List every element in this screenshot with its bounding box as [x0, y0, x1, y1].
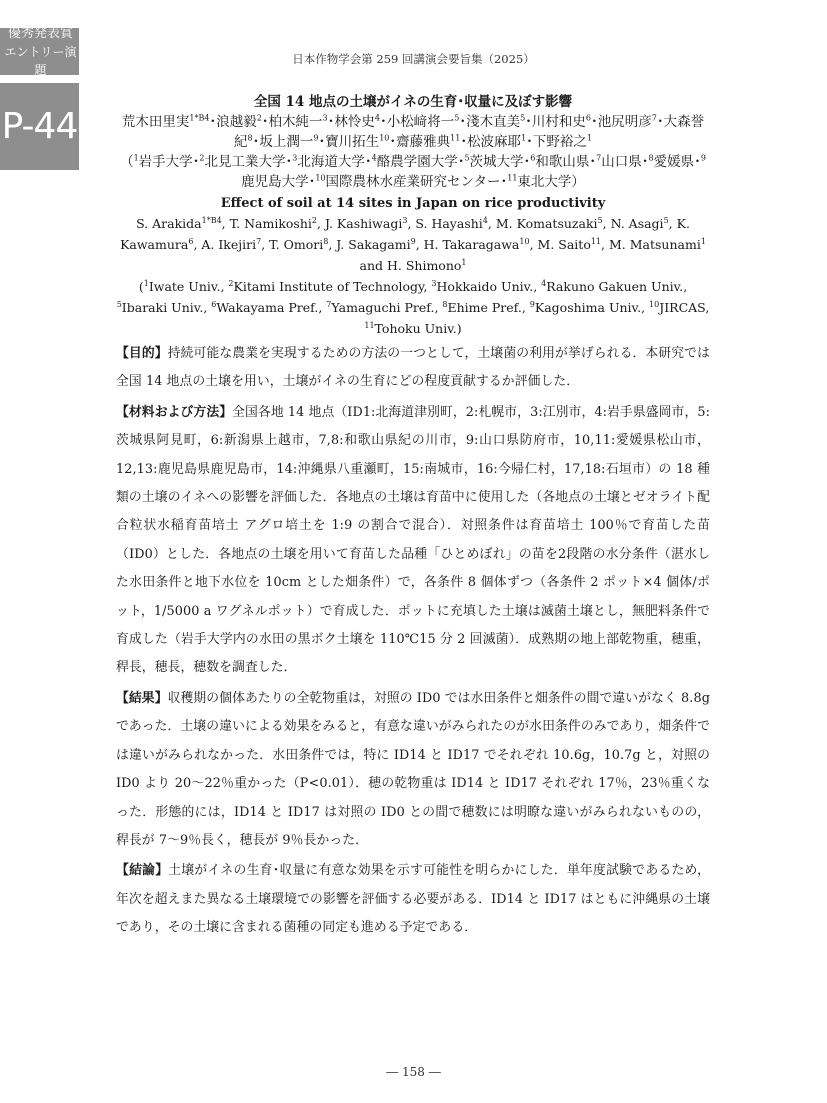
author-ja-superscript: 9	[313, 133, 319, 143]
section-results	[116, 685, 710, 855]
affiliation-en-name: Tohoku Univ.	[374, 321, 457, 336]
abstract	[116, 93, 710, 943]
author-ja-name: 坂上潤一	[259, 134, 314, 150]
affiliation-en	[442, 300, 521, 315]
author-en-name: S. Hayashi	[415, 216, 483, 231]
author-ja-superscript: 5	[454, 113, 460, 123]
author-ja-superscript: 11	[450, 133, 461, 143]
author-ja	[259, 134, 318, 150]
affiliation-ja-superscript: 4	[371, 153, 377, 163]
author-ja-name: 林怜史	[334, 114, 375, 130]
affiliation-ja	[464, 154, 523, 170]
affiliation-ja-superscript: 5	[464, 153, 470, 163]
authors-english: S. Arakida$^{1*B4}$, T. Namikoshi$^2$, J. Kashiwagi$^3$, S. Hayashi$^4$, M. Komatsuzaki$^5$, N. Asagi$^5$, K. Kawamura$^6$, A. Ikejiri$^7$, T. Omori$^8$, J. Sakagami$^9$, H. Takaragawa$^{10}$, M. Saito$^{11}$, M. Matsunami$^1$ and H. Shimono$^1$	[120, 215, 706, 273]
affiliation-ja-name: 茨城大学	[469, 154, 524, 170]
author-en-superscript: 7	[256, 236, 262, 246]
author-en	[201, 237, 261, 252]
author-en	[269, 237, 328, 252]
affiliation-ja-superscript: 1	[133, 153, 139, 163]
author-ja	[532, 114, 591, 130]
author-en-superscript: 3	[402, 215, 408, 225]
author-ja	[387, 114, 460, 130]
affiliation-ja-name: 東北大学	[517, 174, 572, 190]
section-aim-body: 持続可能な農業を実現するための方法の一つとして，土壌菌の利用が挙げられる．本研究では全国 14 地点の土壌を用い，土壌がイネの生育にどの程度貢献するか評価した．	[116, 346, 710, 390]
author-ja-superscript: 5	[520, 113, 526, 123]
affiliation-en-name: Kagoshima Univ.	[534, 300, 642, 315]
author-ja	[334, 114, 380, 130]
author-en-name: J. Sakagami	[336, 237, 411, 252]
award-tag-line2: エントリー演題	[4, 44, 77, 77]
affiliation-en-superscript: 6	[211, 299, 217, 309]
affiliation-en-superscript: 11	[364, 320, 375, 330]
author-en-superscript: 10	[519, 236, 530, 246]
affiliation-ja-name: 和歌山県	[535, 154, 590, 170]
author-ja-name: 大森誉紀	[234, 114, 705, 150]
author-ja-superscript: 1*B4	[189, 113, 210, 123]
affiliation-en-superscript: 7	[326, 299, 332, 309]
author-en-name: N. Asagi	[610, 216, 664, 231]
author-en-superscript: 1	[461, 257, 467, 267]
affiliation-en-superscript: 9	[529, 299, 535, 309]
affiliation-en-superscript: 4	[541, 278, 547, 288]
affiliation-ja	[315, 174, 500, 190]
author-ja-superscript: 10	[379, 133, 390, 143]
affiliation-ja-name: 国際農林水産業研究センター	[325, 174, 501, 190]
author-en-superscript: 5	[597, 215, 603, 225]
author-en	[387, 258, 467, 273]
author-en-superscript: 11	[590, 236, 602, 246]
affiliation-ja-superscript: 10	[315, 173, 326, 183]
affiliation-en-superscript: 3	[431, 278, 437, 288]
affiliation-ja	[648, 154, 694, 170]
author-en-name: T. Omori	[269, 237, 324, 252]
author-ja-name: 小松﨑将一	[386, 114, 455, 130]
author-ja-superscript: 1	[586, 133, 592, 143]
author-en-name: M. Saito	[537, 237, 591, 252]
author-ja-superscript: 2	[256, 113, 262, 123]
section-results-heading: 【結果】	[116, 690, 168, 706]
author-en-superscript: 6	[188, 236, 194, 246]
affiliation-ja-name: 山口県	[601, 154, 642, 170]
section-methods-heading: 【材料および方法】	[116, 404, 233, 420]
author-en-superscript: 5	[663, 215, 669, 225]
author-en	[496, 216, 603, 231]
affiliation-ja	[596, 154, 642, 170]
author-en-superscript: 8	[323, 236, 329, 246]
section-aim-heading: 【目的】	[116, 346, 168, 361]
affiliation-ja-name: 鹿児島大学	[241, 174, 309, 190]
affiliation-ja	[134, 154, 193, 170]
author-en	[609, 237, 706, 252]
affiliation-ja-superscript: 8	[648, 153, 654, 163]
affiliations-japanese: （$^1$岩手大学･$^2$北見工業大学･$^3$北海道大学･$^4$酪農学園大学･$^5$茨城大学･$^6$和歌山県･$^7$山口県･$^8$愛媛県･$^9$鹿児島大学･$^{10}$国際農林水産業研究センター･$^{11}$東北大学）	[120, 153, 706, 190]
affiliation-ja-name: 北見工業大学	[204, 154, 286, 170]
affiliation-ja-superscript: 3	[292, 153, 298, 163]
affiliation-ja-superscript: 9	[700, 153, 706, 163]
affiliation-en	[431, 279, 533, 294]
affiliation-en-name: Wakayama Pref.	[216, 300, 319, 315]
affiliation-en	[326, 300, 434, 315]
affiliation-ja	[292, 154, 365, 170]
author-en-name: M. Komatsuzaki	[495, 216, 598, 231]
author-en-name: M. Matsunami	[608, 237, 701, 252]
affiliation-en	[364, 321, 456, 336]
section-aim	[116, 340, 710, 397]
author-ja	[533, 134, 592, 150]
author-en-superscript: 1*B4	[201, 215, 222, 225]
author-en-name: S. Arakida	[136, 216, 202, 231]
author-ja-name: 荒木田里実	[121, 114, 190, 130]
section-methods-body: 全国各地 14 地点（ID1:北海道津別町，2:札幌市，3:江別市，4:岩手県盛岡市，5:茨城県阿見町，6:新潟県上越市，7,8:和歌山県紀の川市，9:山口県防府市，10,11:愛媛県松山市，12,13:鹿児島県鹿児島市，14:沖縄県八重瀬町，15:南城市，16:今帰仁村，17,18:石垣市）の 18 種類の土壌のイネへの影響を評価した．各地点の土壌は育苗中に使用した（各地点の土壌とゼオライト配合粒状水稲育苗培土 アグロ培土を 1:9 の割合で混合）．対照条件は育苗培土 100％で育苗した苗（ID0）とした．各地点の土壌を用いて育苗した品種「ひとめぼれ」の苗を2段階の水分条件（湛水した水田条件と地下水位を 10cm とした畑条件）で，各条件 8 個体ずつ（各条件 2 ポット×4 個体/ポット，1/5000 a ワグネルポット）で育成した．ポットに充填した土壌は滅菌土壌とし，無肥料条件で育成した（岩手大学内の水田の黒ボク土壌を 110℃15 分 2 回滅菌）．成熟期の地上部乾物重，穂重，稈長，穂長，穂数を調査した．	[116, 404, 710, 676]
running-head: 日本作物学会第 259 回講演会要旨集（2025）	[292, 52, 535, 66]
author-ja-name: 池尻明彦	[597, 114, 652, 130]
author-en-superscript: 4	[482, 215, 488, 225]
affiliation-en-name: Iwate Univ.	[148, 279, 221, 294]
author-en-name: J. Kashiwagi	[324, 216, 403, 231]
author-ja	[466, 114, 525, 130]
affiliation-en	[211, 300, 318, 315]
section-conclusion	[116, 857, 710, 942]
affiliation-en-superscript: 10	[649, 299, 660, 309]
author-en	[415, 216, 488, 231]
author-ja	[598, 114, 657, 130]
section-conclusion-heading: 【結論】	[116, 863, 169, 879]
author-ja-superscript: 7	[651, 113, 657, 123]
author-en-name: H. Shimono	[386, 258, 462, 273]
author-ja-superscript: 4	[374, 113, 380, 123]
affiliation-en-name: JIRCAS	[659, 300, 706, 315]
affiliation-ja-superscript: 2	[199, 153, 205, 163]
affiliation-ja-name: 岩手大学	[138, 154, 193, 170]
affiliation-en-name: Kitami Institute of Technology	[233, 279, 424, 294]
author-en	[424, 237, 530, 252]
author-ja	[216, 114, 262, 130]
author-ja-name: 淺木直美	[466, 114, 521, 130]
affiliation-en	[541, 279, 683, 294]
author-ja-name: 下野裕之	[532, 134, 587, 150]
author-ja-name: 浪越毅	[216, 114, 257, 130]
section-methods	[116, 399, 710, 683]
affiliation-en-superscript: 2	[228, 278, 234, 288]
affiliation-ja-superscript: 11	[507, 173, 518, 183]
affiliation-ja-name: 北海道大学	[297, 154, 365, 170]
affiliation-ja-superscript: 7	[596, 153, 602, 163]
page-number: ― 158 ―	[386, 1065, 441, 1079]
affiliation-ja	[199, 154, 285, 170]
author-ja-superscript: 8	[247, 133, 253, 143]
affiliation-en-name: Ibaraki Univ.	[121, 300, 204, 315]
affiliation-en-name: Hokkaido Univ.	[436, 279, 534, 294]
affiliation-ja-superscript: 6	[530, 153, 536, 163]
author-en	[136, 216, 222, 231]
author-en-name: K. Kawamura	[120, 216, 690, 252]
affiliation-en	[144, 279, 221, 294]
affiliation-en-superscript: 1	[143, 278, 149, 288]
author-en-name: A. Ikejiri	[201, 237, 257, 252]
author-en	[336, 237, 415, 252]
author-ja-name: 松波麻耶	[467, 134, 522, 150]
affiliation-en-name: Yamaguchi Pref.	[331, 300, 435, 315]
author-en-name: H. Takaragawa	[423, 237, 520, 252]
affiliation-ja-name: 愛媛県	[653, 154, 695, 170]
authors-japanese: 荒木田里実$^{1*B4}$･浪越毅$^2$･柏木純一$^3$･林怜史$^4$･小松﨑将一$^5$･淺木直美$^5$･川村和史$^6$･池尻明彦$^7$･大森誉紀$^8$･坂上潤一$^9$･寶川拓生$^{10}$･齋藤雅典$^{11}$･松波麻耶$^1$･下野裕之$^1$	[121, 113, 705, 150]
poster-id-tag: P-44	[0, 83, 79, 170]
affiliation-en	[530, 300, 641, 315]
author-ja	[122, 114, 210, 130]
author-ja-name: 寶川拓生	[325, 134, 380, 150]
affiliation-en-name: Rakuno Gakuen Univ.	[546, 279, 684, 294]
section-results-body: 収穫期の個体あたりの全乾物重は，対照の ID0 では水田条件と畑条件の間で違いがなく 8.8g であった．土壌の違いによる効果をみると，有意な違いがみられたのが水田条件のみであり，畑条件では違いがみられなかった．水田条件では，特に ID14 と ID17 でそれぞれ 10.6g，10.7g と，対照の ID0 より 20～22％重かった（P<0.01）．穂の乾物重は ID14 と ID17 それぞれ 17％，23％重くなった．形態的には，ID14 と ID17 は対照の ID0 との間で穂数には明瞭な違いがみられないものの，稈長が 7～9％長く，穂長が 9％長かった．	[116, 690, 710, 848]
author-ja	[269, 114, 328, 130]
affiliation-en-name: Ehime Pref.	[447, 300, 522, 315]
title-english: Effect of soil at 14 sites in Japan on rice productivity	[220, 196, 606, 211]
author-en-superscript: 1	[700, 236, 706, 246]
author-ja-name: 齋藤雅典	[396, 134, 451, 150]
author-en	[325, 216, 408, 231]
author-ja-superscript: 6	[585, 113, 592, 123]
affiliation-ja	[507, 174, 571, 190]
author-ja-name: 柏木純一	[268, 114, 323, 130]
affiliation-en-superscript: 5	[116, 299, 122, 309]
affiliation-ja	[530, 154, 589, 170]
author-en-superscript: 2	[311, 215, 317, 225]
affiliation-ja-name: 酪農学園大学	[376, 154, 458, 170]
affiliation-en-superscript: 8	[442, 299, 448, 309]
affiliation-ja	[372, 154, 458, 170]
affiliations-english: ($^1$Iwate Univ., $^2$Kitami Institute of Technology, $^3$Hokkaido Univ., $^4$Rakuno Gakuen Univ., $^5$Ibaraki Univ., $^6$Wakayama Pref., $^7$Yamaguchi Pref., $^8$Ehime Pref., $^9$Kagoshima Univ., $^{10}$JIRCAS, $^{11}$Tohoku Univ.)	[116, 278, 710, 336]
author-ja-name: 川村和史	[531, 114, 586, 130]
section-conclusion-body: 土壌がイネの生育･収量に有意な効果を示す可能性を明らかにした．単年度試験であるため，年次を超えまた異なる土壌環境での影響を評価する必要がある．ID14 と ID17 はともに沖縄県の土壌であり，その土壌に含まれる菌種の同定も進める予定である．	[116, 863, 710, 936]
author-en-name: T. Namikoshi	[229, 216, 312, 231]
affiliation-en	[228, 279, 423, 294]
author-en	[611, 216, 669, 231]
author-ja-superscript: 3	[322, 113, 328, 123]
author-en	[230, 216, 317, 231]
affiliation-en	[117, 300, 204, 315]
title-japanese: 全国 14 地点の土壌がイネの生育･収量に及ぼす影響	[253, 94, 573, 110]
author-ja	[396, 134, 460, 150]
author-en	[538, 237, 602, 252]
author-ja	[467, 134, 526, 150]
author-ja-superscript: 1	[521, 133, 527, 143]
author-en-superscript: 9	[410, 236, 416, 246]
author-ja	[325, 134, 389, 150]
affiliation-en	[649, 300, 705, 315]
award-tag-line1: 優秀発表賞	[7, 25, 73, 41]
